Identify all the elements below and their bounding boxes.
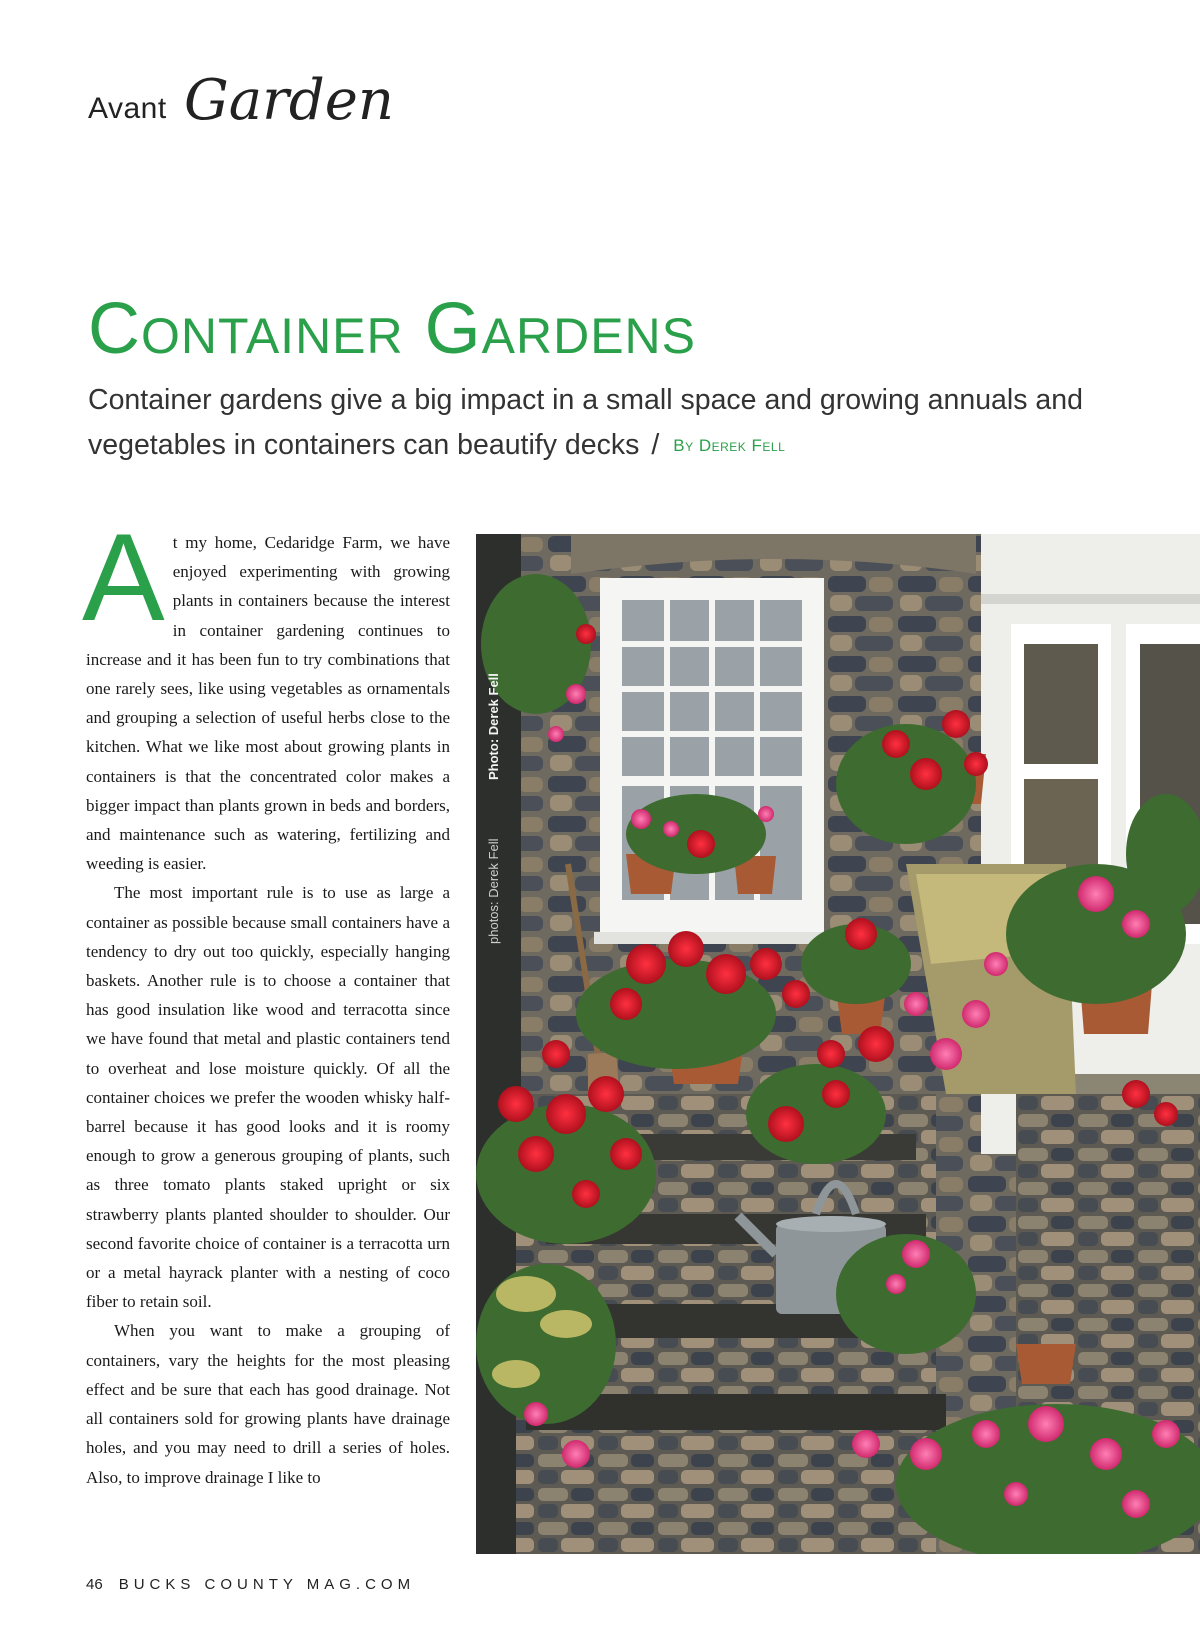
article-body — [82, 509, 450, 1492]
body-paragraph-1 — [82, 509, 450, 878]
garden-photo — [476, 534, 1200, 1554]
article-title: Container Gardens — [88, 289, 697, 369]
publication-name: BUCKS COUNTY MAG.COM — [118, 1576, 416, 1593]
deck-separator: / — [651, 429, 660, 461]
photo-credit-top: Photo: Derek Fell — [486, 673, 501, 780]
page-number: 46 — [86, 1576, 103, 1593]
body-paragraph-2: The most important rule is to use as large a container as possible because small containers have a tendency to dry out too quickly, especially hanging baskets. Another rule is to choose a container that has good insulation like wood and terracotta since we have found that metal and plastic containers tend to overheat and lose moisture quickly. Of all the container choices we prefer the wooden whisky half-barrel because it has good looks and it is roomy enough to grow a generous grouping of plants, such as three tomato plants staked upright or six strawberry plants planted shoulder to shoulder. Our second favorite choice of container is a terracotta urn or a metal hayrack planter with a nesting of coco fiber to retain soil. — [86, 883, 450, 1312]
section-label-avant: Avant — [88, 92, 167, 125]
deck-text: Container gardens give a big impact in a small space and growing annuals and vegetables in containers can beautify decks — [88, 384, 1083, 461]
paragraph-text: t my home, Cedaridge Farm, we have enjoyed experimenting with growing plants in containers because the interest in container gardening continues to increase and it has been fun to try combinations that one rarely sees, like using vegetables as ornamentals and grouping a selection of useful herbs close to the kitchen. What we like most about growing plants in containers is that the concentrated color makes a bigger impact than plants grown in beds and borders, and maintenance such as watering, fertilizing and weeding is easier. — [86, 533, 450, 874]
section-label-garden: Garden — [184, 68, 394, 133]
byline: By Derek Fell — [673, 436, 786, 455]
article-deck — [88, 378, 1088, 468]
page-footer — [86, 1576, 415, 1593]
body-paragraph-3: When you want to make a grouping of containers, vary the heights for the most pleasing effect and be sure that each has good drainage. Not all containers sold for growing plants have drainage holes, and you may need to drill a series of holes. Also, to improve drainage I like to — [86, 1321, 450, 1487]
photo-credit-bottom: photos: Derek Fell — [486, 838, 501, 944]
drop-cap: A — [82, 509, 165, 647]
